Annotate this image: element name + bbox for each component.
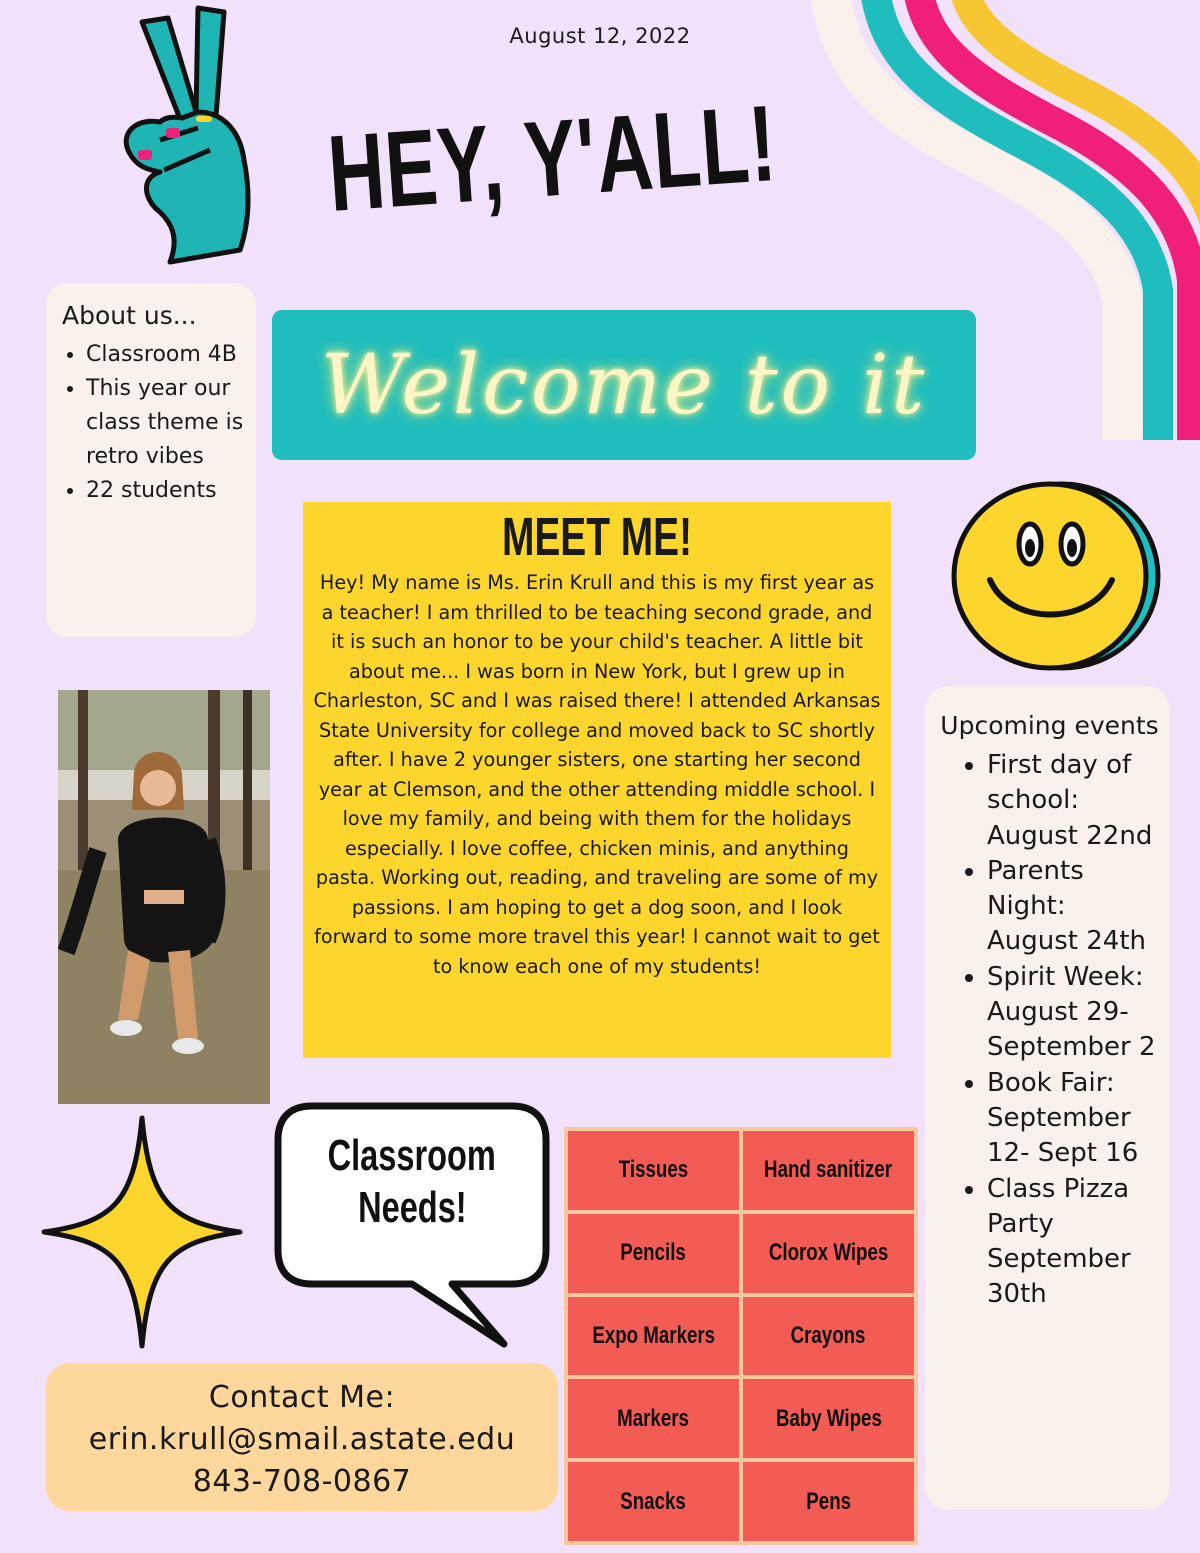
contact-card bbox=[46, 1363, 558, 1511]
table-cell: Expo Markers bbox=[568, 1297, 739, 1376]
table-cell: Hand sanitizer bbox=[743, 1131, 914, 1210]
list-item: • Class Pizza Party September 30th bbox=[987, 1172, 1162, 1313]
contact-email[interactable]: erin.krull@smail.astate.edu bbox=[88, 1422, 516, 1457]
events-title: Upcoming events bbox=[940, 711, 1159, 740]
list-item: • Classroom 4B bbox=[86, 338, 246, 372]
needs-title bbox=[292, 1130, 532, 1234]
needs-title-line: Classroom bbox=[327, 1131, 497, 1180]
needs-table bbox=[564, 1127, 918, 1545]
contact-label: Contact Me: bbox=[208, 1380, 396, 1415]
table-cell: Crayons bbox=[743, 1297, 914, 1376]
welcome-text: Welcome to it bbox=[320, 337, 928, 433]
about-list bbox=[62, 338, 246, 508]
meet-title: MEET ME! bbox=[501, 507, 693, 567]
table-cell: Pencils bbox=[568, 1214, 739, 1293]
list-item: • First day of school: August 22nd bbox=[987, 748, 1162, 854]
meet-body: Hey! My name is Ms. Erin Krull and this is my first year as a teacher! I am thrilled to be teaching second grade, and it is such an honor to be your child's teacher. A little bit about me... I was born in New York, but I grew up in Charleston, SC and I was raised there! I attended Arkansas State University for college and moved back to SC shortly after. I have 2 younger sisters, one starting her second year at Clemson, and the other attending middle school. I love my family, and being with them for the holidays especially. I love coffee, chicken minis, and anything pasta. Working out, reading, and traveling are some of my passions. I am hoping to get a dog soon, and I look forward to some more travel this year! I cannot wait to get to know each one of my students! bbox=[313, 571, 881, 978]
teacher-photo bbox=[58, 690, 270, 1104]
table-cell: Snacks bbox=[568, 1462, 739, 1541]
table-cell: Baby Wipes bbox=[743, 1379, 914, 1458]
contact-phone[interactable]: 843-708-0867 bbox=[192, 1464, 412, 1499]
about-title: About us... bbox=[62, 301, 197, 330]
sparkle-icon bbox=[40, 1112, 245, 1352]
smiley-icon bbox=[950, 476, 1165, 676]
headline-title: HEY, Y'ALL! bbox=[324, 81, 781, 234]
welcome-banner bbox=[272, 310, 976, 460]
events-list bbox=[937, 748, 1162, 1313]
list-item: • Spirit Week: August 29- September 2 bbox=[987, 960, 1162, 1066]
about-card bbox=[46, 283, 256, 637]
date-label: August 12, 2022 bbox=[509, 24, 691, 48]
table-cell: Pens bbox=[743, 1462, 914, 1541]
list-item: • Parents Night: August 24th bbox=[987, 854, 1162, 960]
table-cell: Clorox Wipes bbox=[743, 1214, 914, 1293]
table-cell: Tissues bbox=[568, 1131, 739, 1210]
list-item: • 22 students bbox=[86, 474, 246, 508]
table-cell: Markers bbox=[568, 1379, 739, 1458]
needs-title-line: Needs! bbox=[357, 1183, 467, 1232]
list-item: • This year our class theme is retro vibes bbox=[86, 372, 246, 474]
meet-me-box bbox=[303, 502, 891, 1058]
events-card bbox=[925, 686, 1170, 1510]
list-item: • Book Fair: September 12- Sept 16 bbox=[987, 1066, 1162, 1172]
